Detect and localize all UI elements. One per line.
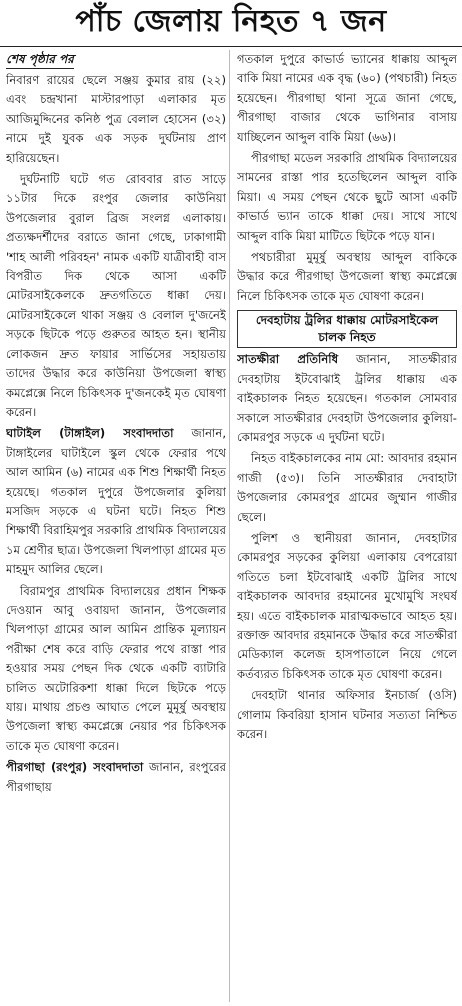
- right-column: [237, 50, 457, 1002]
- column-divider: [229, 50, 230, 1002]
- paragraph-text: জানান, রংপুরের পীরগাছায়: [6, 760, 226, 794]
- paragraph-text: জানান, সাতক্ষীরার দেবহাটায় ইটবোঝাই ট্রলির ধাক্কায় এক বাইকচালক নিহত হয়েছেন। গতকাল সোমবার সকালে সাতক্ষীরার দেবহাটা উপজেলার কুলিয়া-কোমরপুর সড়কে এ দুর্ঘটনা ঘটে।: [237, 352, 457, 444]
- paragraph: দুর্ঘটনাটি ঘটে গত রোববার রাত সাড়ে ১১টার দিকে রংপুর জেলার কাউনিয়া উপজেলার বুরাল ব্রিজ সংলগ্ন এলাকায়। প্রত্যক্ষদর্শীদের বরাতে জানা গেছে, ঢাকাগামী 'শাহ আলী পরিবহন' নামক একটি যাত্রীবাহী বাস বিপরীত দিক থেকে আসা একটি মোটরসাইকেলকে দ্রুতগতিতে ধাক্কা দেয়। মোটরসাইকেলে থাকা সঞ্জয় ও বেলাল দু'জনেই সড়কে ছিটকে পড়ে গুরুতর আহত হন। স্থানীয় লোকজন দ্রুত ফায়ার সার্ভিসের সহায়তায় তাদের উদ্ধার করে কাউনিয়া উপজেলা স্বাস্থ্য কমপ্লেক্সে নিলে চিকিৎসক দু'জনকেই মৃত ঘোষণা করেন।: [6, 172, 226, 419]
- paragraph: গতকাল দুপুরে কাভার্ড ভ্যানের ধাক্কায় আব্দুল বাকি মিয়া নামের এক বৃদ্ধ (৬০) (পথচারী) নিহত হয়েছেন। পীরগাছা থানা সূত্রে জানা গেছে, পীরগাছা বাজার থেকে ভাগিনার বাসায় যাচ্ছিলেন আব্দুল বাকি মিয়া (৬৬)।: [237, 52, 457, 144]
- dateline: সাতক্ষীরা প্রতিনিধি: [237, 352, 339, 367]
- paragraph: [6, 758, 226, 797]
- paragraph: [237, 350, 457, 447]
- headline: পাঁচ জেলায় নিহত ৭ জন: [75, 4, 387, 39]
- dateline: ঘাটাইল (টাঙ্গাইল) সংবাদদাতা: [6, 426, 174, 441]
- headline-rule: [0, 46, 462, 47]
- paragraph: বিরামপুর প্রাথমিক বিদ্যালয়ের প্রধান শিক্ষক দেওয়ান আবু ওবায়দা জানান, উপজেলার খিলপাড়া গ্রামের আল আমিন প্রান্তিক মূল্যায়ন পরীক্ষা শেষ করে বাড়ি ফেরার পথে রাস্তা পার হওয়ার সময় পেছন দিক থেকে একটি ব্যাটারি চালিত অটোরিকশা ধাক্কা দিলে ছিটকে পড়ে যায়। মাথায় প্রচণ্ড আঘাত পেলে মুমূর্ষু অবস্থায় উপজেলা স্বাস্থ্য কমপ্লেক্সে নেয়ার পর চিকিৎসক তাকে মৃত ঘোষণা করেন।: [6, 583, 226, 753]
- paragraph: [6, 424, 226, 579]
- left-column: [6, 50, 226, 1002]
- paragraph: দেবহাটা থানার অফিসার ইনচার্জ (ওসি) গোলাম কিবরিয়া হাসান ঘটনার সত্যতা নিশ্চিত করেন।: [237, 688, 457, 741]
- continued-label: শেষ পৃষ্ঠার পর: [6, 50, 74, 69]
- dateline: পীরগাছা (রংপুর) সংবাদদাতা: [6, 760, 144, 775]
- paragraph-text: জানান, টাঙ্গাইলের ঘাটাইলে স্কুল থেকে ফেরার পথে আল আমিন (৬) নামের এক শিশু শিক্ষার্থী নিহত হয়েছে। গতকাল দুপুরে উপজেলার কুলিয়া মসজিদ সড়কে এ ঘটনা ঘটে। নিহত শিশু শিক্ষার্থী বিরাহিমপুর সরকারি প্রাথমিক বিদ্যালয়ের ১ম শ্রেণীর ছাত্র। উপজেলা খিলপাড়া গ্রামের মৃত মাহমুদ আলির ছেলে।: [6, 426, 226, 577]
- paragraph: নিহত বাইকচালকের নাম মো: আবদার রহমান গাজী (৫৩)। তিনি সাতক্ষীরার দেবাহাটা উপজেলার কোমরপুর গ্রামের জুম্মান গাজীর ছেলে।: [237, 451, 457, 524]
- subheadline: দেবহাটায় ট্রলির ধাক্কায় মোটরসাইকেল চালক নিহত: [237, 310, 457, 348]
- paragraph: নিবারণ রায়ের ছেলে সঞ্জয় কুমার রায় (২২) এবং চন্দ্রখানা মাস্টারপাড়া এলাকার মৃত আজিমুদ্দিনের কনিষ্ঠ পুত্র বেলাল হোসেন (৩২) নামে দুই যুবক এক সড়ক দুর্ঘটনায় প্রাণ হারিয়েছেন।: [6, 73, 226, 165]
- paragraph: পথচারীরা মুমূর্ষু অবস্থায় আব্দুল বাকিকে উদ্ধার করে পীরগাছা উপজেলা স্বাস্থ্য কমপ্লেক্সে নিলে চিকিৎসক তাকে মৃত ঘোষণা করেন।: [237, 250, 457, 303]
- paragraph: পীরগাছা মডেল সরকারি প্রাথমিক বিদ্যালয়ের সামনের রাস্তা পার হতেছিলেন আব্দুল বাকি মিয়া। এ সময় পেছন থেকে ছুটে আসা একটি কাভার্ড ভ্যান তাকে ধাক্কা দেয়। সাথে সাথে আব্দুল বাকি মিয়া মাটিতে ছিটকে পড়ে যান।: [237, 151, 457, 243]
- paragraph: পুলিশ ও স্থানীয়রা জানান, দেবহাটার কোমরপুর সড়কের কুলিয়া এলাকায় বেপরোয়া গতিতে চলা ইটবোঝাই একটি ট্রলির সাথে বাইকচালক আবদার রহমানের মুখোমুখি সংঘর্ষ হয়। এতে বাইকচালক মারাত্মকভাবে আহত হয়। রক্তাক্ত আবদার রহমানকে উদ্ধার করে সাতক্ষীরা মেডিক্যাল কলেজ হাসপাতালে নিয়ে গেলে কর্তব্যরত চিকিৎসক তাকে মৃত ঘোষণা করেন।: [237, 530, 457, 681]
